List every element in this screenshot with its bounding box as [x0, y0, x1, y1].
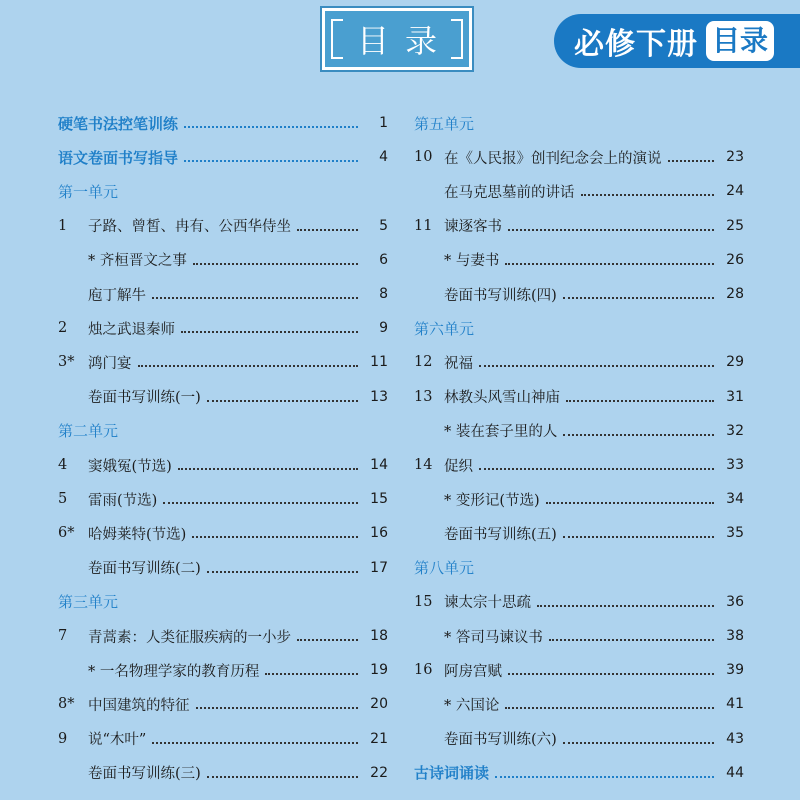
dot-leader	[184, 160, 358, 162]
toc-entry	[58, 758, 388, 788]
toc-entry	[58, 108, 388, 138]
page-number: 20	[370, 696, 388, 713]
page-number: 15	[370, 491, 388, 508]
page-number: 8	[379, 286, 388, 302]
unit-heading	[58, 176, 388, 206]
page-number: 41	[726, 696, 744, 713]
unit-heading	[414, 553, 744, 583]
toc-title-banner	[322, 8, 472, 70]
entry-title: 卷面书写训练(二)	[88, 561, 201, 578]
page-number: 5	[379, 217, 388, 234]
entry-title: 第八单元	[414, 559, 475, 578]
page-number: 36	[726, 593, 744, 610]
toc-entry	[58, 450, 388, 480]
fret-ornament-left	[331, 19, 343, 59]
dot-leader	[508, 229, 714, 231]
page-number: 32	[726, 422, 744, 439]
entry-title: 硬笔书法控笔训练	[58, 114, 179, 133]
entry-number: 6*	[58, 525, 75, 542]
page-number: 6	[379, 251, 388, 268]
toc-entry	[414, 724, 744, 754]
entry-title: 祝福	[444, 355, 473, 372]
entry-number: 2	[58, 320, 68, 337]
page-title: 目录	[356, 22, 453, 60]
unit-heading	[414, 313, 744, 343]
dot-leader	[668, 160, 715, 162]
entry-title: 第五单元	[414, 114, 475, 133]
toc-entry	[414, 142, 744, 172]
page-number: 16	[370, 525, 388, 542]
page-number: 39	[726, 662, 744, 679]
page-number: 43	[726, 730, 744, 747]
page-number: 28	[726, 286, 744, 302]
dot-leader	[581, 194, 715, 196]
toc-entry	[58, 553, 388, 583]
entry-number: 3*	[58, 354, 75, 371]
entry-number: 12	[414, 354, 433, 371]
toc-entry	[58, 142, 388, 172]
toc-entry	[414, 211, 744, 241]
dot-leader	[152, 742, 358, 744]
toc-entry	[414, 416, 744, 446]
page-number: 34	[726, 491, 744, 508]
entry-title: 在马克思墓前的讲话	[444, 184, 575, 201]
entry-title: 卷面书写训练(六)	[444, 732, 557, 749]
entry-title: 林教头风雪山神庙	[444, 390, 560, 407]
dot-leader	[563, 297, 714, 299]
toc-entry	[414, 621, 744, 651]
unit-heading	[414, 108, 744, 138]
page-number: 13	[370, 388, 388, 405]
toc-entry	[58, 347, 388, 377]
entry-title: 卷面书写训练(五)	[444, 526, 557, 543]
page-number: 18	[370, 628, 388, 644]
dot-leader	[163, 502, 358, 504]
toc-entry	[414, 758, 744, 788]
toc-entry	[414, 518, 744, 548]
dot-leader	[537, 605, 714, 607]
page-number: 4	[379, 149, 388, 166]
toc-entry	[58, 279, 388, 309]
toc-entry	[58, 382, 388, 412]
entry-number: 11	[414, 217, 433, 234]
toc-entry	[58, 724, 388, 754]
dot-leader	[566, 400, 714, 402]
page-number: 22	[370, 764, 388, 781]
fret-ornament-right	[451, 19, 463, 59]
entry-number: 4	[58, 457, 68, 473]
unit-heading	[58, 416, 388, 446]
entry-title: 谏逐客书	[444, 219, 502, 236]
dot-leader	[495, 776, 714, 778]
entry-title: 在《人民报》创刊纪念会上的演说	[444, 150, 662, 167]
entry-title: 谏太宗十思疏	[444, 595, 531, 612]
dot-leader	[297, 639, 358, 641]
entry-title: 卷面书写训练(一)	[88, 390, 201, 407]
page-number: 19	[370, 662, 388, 679]
dot-leader	[196, 707, 359, 709]
entry-number: 14	[414, 457, 433, 473]
dot-leader	[138, 365, 359, 367]
dot-leader	[152, 297, 358, 299]
entry-number: 15	[414, 593, 433, 610]
volume-label: 必修下册	[574, 27, 698, 62]
page-number: 26	[726, 251, 744, 268]
entry-number: 10	[414, 149, 433, 166]
entry-title: 青蒿素：人类征服疾病的一小步	[88, 629, 291, 646]
entry-title: 子路、曾皙、冉有、公西华侍坐	[88, 219, 291, 236]
page-number: 14	[370, 457, 388, 473]
toc-entry	[414, 279, 744, 309]
entry-title: * 六国论	[444, 697, 500, 714]
page-number: 29	[726, 354, 744, 371]
toc-entry	[58, 245, 388, 275]
toc-entry	[58, 211, 388, 241]
entry-title: 第三单元	[58, 593, 119, 612]
entry-title: 第一单元	[58, 182, 119, 201]
entry-number: 9	[58, 730, 68, 747]
toc-entry	[58, 621, 388, 651]
page-number: 25	[726, 217, 744, 234]
dot-leader	[207, 776, 358, 778]
page-number: 24	[726, 183, 744, 200]
entry-title: * 一名物理学家的教育历程	[88, 663, 260, 680]
dot-leader	[549, 639, 714, 641]
toc-entry	[414, 245, 744, 275]
entry-title: 阿房宫赋	[444, 663, 502, 680]
dot-leader	[505, 263, 714, 265]
unit-heading	[58, 587, 388, 617]
entry-number: 8*	[58, 696, 75, 713]
entry-number: 5	[58, 491, 68, 508]
dot-leader	[207, 400, 358, 402]
toc-entry	[414, 587, 744, 617]
entry-title: * 变形记(节选)	[444, 492, 540, 509]
page-number: 38	[726, 628, 744, 644]
dot-leader	[479, 365, 714, 367]
toc-entry	[414, 689, 744, 719]
dot-leader	[193, 263, 358, 265]
entry-title: 庖丁解牛	[88, 287, 146, 304]
page-number: 11	[370, 354, 388, 371]
toc-entry	[414, 655, 744, 685]
dot-leader	[192, 536, 358, 538]
page-number: 33	[726, 457, 744, 473]
dot-leader	[563, 742, 714, 744]
toc-entry	[414, 347, 744, 377]
volume-badge	[554, 14, 800, 68]
entry-title: * 齐桓晋文之事	[88, 253, 187, 270]
page-number: 17	[370, 559, 388, 576]
toc-entry	[58, 689, 388, 719]
toc-entry	[414, 450, 744, 480]
dot-leader	[265, 673, 358, 675]
dot-leader	[297, 229, 358, 231]
page-number: 21	[370, 730, 388, 747]
page-number: 1	[379, 115, 388, 131]
entry-title: * 装在套子里的人	[444, 424, 558, 441]
page-number: 9	[379, 320, 388, 337]
page-number: 44	[726, 764, 744, 781]
entry-title: 雷雨(节选)	[88, 492, 158, 509]
entry-number: 7	[58, 628, 68, 644]
entry-title: 哈姆莱特(节选)	[88, 526, 187, 543]
entry-title: 第六单元	[414, 319, 475, 338]
entry-title: 中国建筑的特征	[88, 697, 190, 714]
entry-title: 卷面书写训练(三)	[88, 766, 201, 783]
entry-title: * 与妻书	[444, 253, 500, 270]
dot-leader	[505, 707, 714, 709]
toc-entry	[58, 655, 388, 685]
dot-leader	[546, 502, 714, 504]
entry-title: * 答司马谏议书	[444, 629, 543, 646]
dot-leader	[563, 434, 714, 436]
entry-number: 13	[414, 388, 433, 405]
entry-title: 窦娥冤(节选)	[88, 458, 172, 475]
entry-title: 卷面书写训练(四)	[444, 287, 557, 304]
entry-title: 说“木叶”	[88, 732, 147, 749]
dot-leader	[479, 468, 714, 470]
dot-leader	[178, 468, 358, 470]
badge-toc-label: 目录	[706, 21, 774, 61]
toc-entry	[58, 518, 388, 548]
dot-leader	[563, 536, 714, 538]
entry-title: 鸿门宴	[88, 355, 132, 372]
toc-entry	[414, 484, 744, 514]
page-number: 23	[726, 149, 744, 166]
entry-title: 促织	[444, 458, 473, 475]
entry-title: 第二单元	[58, 422, 119, 441]
page-number: 31	[726, 388, 744, 405]
toc-entry	[58, 313, 388, 343]
entry-number: 1	[58, 217, 68, 234]
toc-entry	[414, 176, 744, 206]
entry-title: 烛之武退秦师	[88, 321, 175, 338]
page-number: 35	[726, 525, 744, 542]
toc-entry	[414, 382, 744, 412]
dot-leader	[508, 673, 714, 675]
entry-title: 语文卷面书写指导	[58, 148, 179, 167]
dot-leader	[181, 331, 358, 333]
toc-entry	[58, 484, 388, 514]
entry-title: 古诗词诵读	[414, 764, 490, 783]
dot-leader	[207, 571, 358, 573]
entry-number: 16	[414, 662, 433, 679]
dot-leader	[184, 126, 358, 128]
